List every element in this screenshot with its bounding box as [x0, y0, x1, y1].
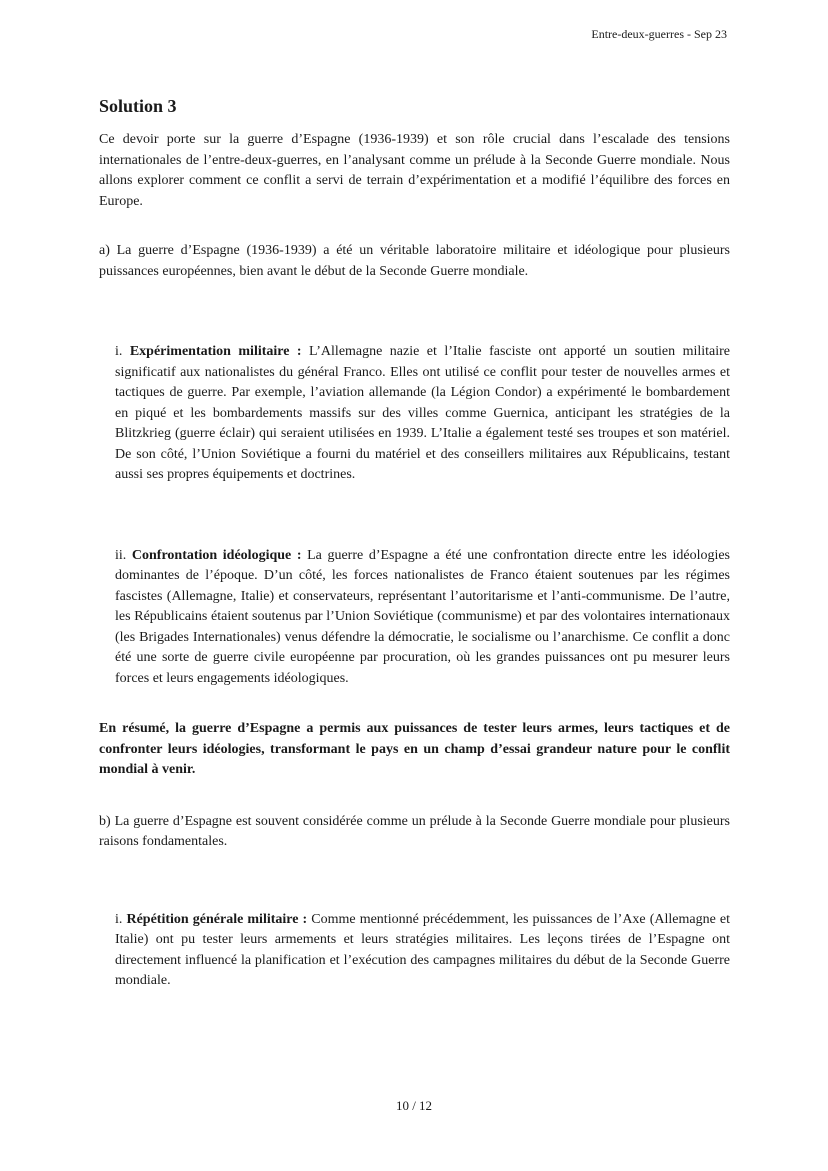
part-a-ii-body: La guerre d’Espagne a été une confrontation directe entre les idéologies dominantes de l’époque. D’un côté, les forces nationalistes de Franco étaient soutenues par les régimes fascistes (Allemagne, Italie) et conservateurs, représentant l’autoritarisme et l’anti-communisme. De l’autre, les Républicains étaient soutenus par l’Union Soviétique (communisme) et par des volontaires internationaux (les Brigades Internationales) venus défendre la démocratie, le socialisme ou l’anarchisme. Ce conflit a donc été une sorte de guerre civile européenne par procuration, où les grandes puissances ont pu mesurer leurs forces et leurs engagements idéologiques. [115, 547, 731, 686]
part-a-ii-paragraph [115, 546, 730, 690]
part-a-subsections [99, 342, 730, 689]
part-b-i-paragraph [115, 910, 730, 992]
intro-paragraph: Ce devoir porte sur la guerre d’Espagne (1936-1939) et son rôle crucial dans l’escalade des tensions internationales de l’entre-deux-guerres, en l’analysant comme un prélude à la Seconde Guerre mondiale. Nous allons explorer comment ce conflit a servi de terrain d’expérimentation et a modifié l’équilibre des forces en Europe. [99, 132, 730, 209]
part-b-i-body: Comme mentionné précédemment, les puissances de l’Axe (Allemagne et Italie) ont pu tester leurs armements et leurs stratégies militaires. Les leçons tirées de l’Espagne ont directement influencé la planification et l’exécution des campagnes militaires du début de la Seconde Guerre mondiale. [115, 911, 730, 988]
part-a-i-heading: Expérimentation militaire : [129, 344, 302, 359]
part-b-subsections [99, 910, 730, 992]
section-title: Solution 3 [99, 96, 177, 116]
part-b-paragraph: b) La guerre d’Espagne est souvent considérée comme un prélude à la Seconde Guerre mondiale pour plusieurs raisons fondamentales. [99, 813, 730, 849]
summary-paragraph: En résumé, la guerre d’Espagne a permis aux puissances de tester leurs armes, leurs tactiques et de confronter leurs idéologies, transformant le pays en un champ d’essai grandeur nature pour le conflit mondial à venir. [99, 721, 730, 777]
page-number: 10 / 12 [395, 1098, 433, 1113]
part-b-i-prefix: i. [115, 911, 127, 927]
part-a-i-body: L’Allemagne nazie et l’Italie fasciste ont apporté un soutien militaire significatif aux nationalistes du général Franco. Elles ont utilisé ce conflit pour tester de nouvelles armes et tactiques de guerre. Par exemple, l’aviation allemande (la Légion Condor) a expérimenté le bombardement en piqué et les bombardements massifs sur des villes comme Guernica, anticipant les stratégies de la Blitzkrieg (guerre éclair) qui seraient utilisées en 1939. L’Italie a également testé ses troupes et son matériel. De son côté, l’Union Soviétique a fourni du matériel et des conseillers militaires aux Républicains, testant aussi ses propres équipements et doctrines. [115, 344, 731, 482]
part-a-ii-heading: Confrontation idéologique : [131, 547, 302, 563]
part-a-ii-prefix: ii. [115, 547, 132, 563]
part-a-i-paragraph [115, 342, 730, 486]
part-a-paragraph: a) La guerre d’Espagne (1936-1939) a été un véritable laboratoire militaire et idéologique pour plusieurs puissances européennes, bien avant le début de la Seconde Guerre mondiale. [99, 243, 730, 279]
running-header: Entre-deux-guerres - Sep 23 [591, 27, 727, 41]
part-b-i-heading: Répétition générale militaire : [126, 911, 308, 927]
part-a-i-prefix: i. [115, 344, 130, 359]
document-body [99, 94, 730, 992]
